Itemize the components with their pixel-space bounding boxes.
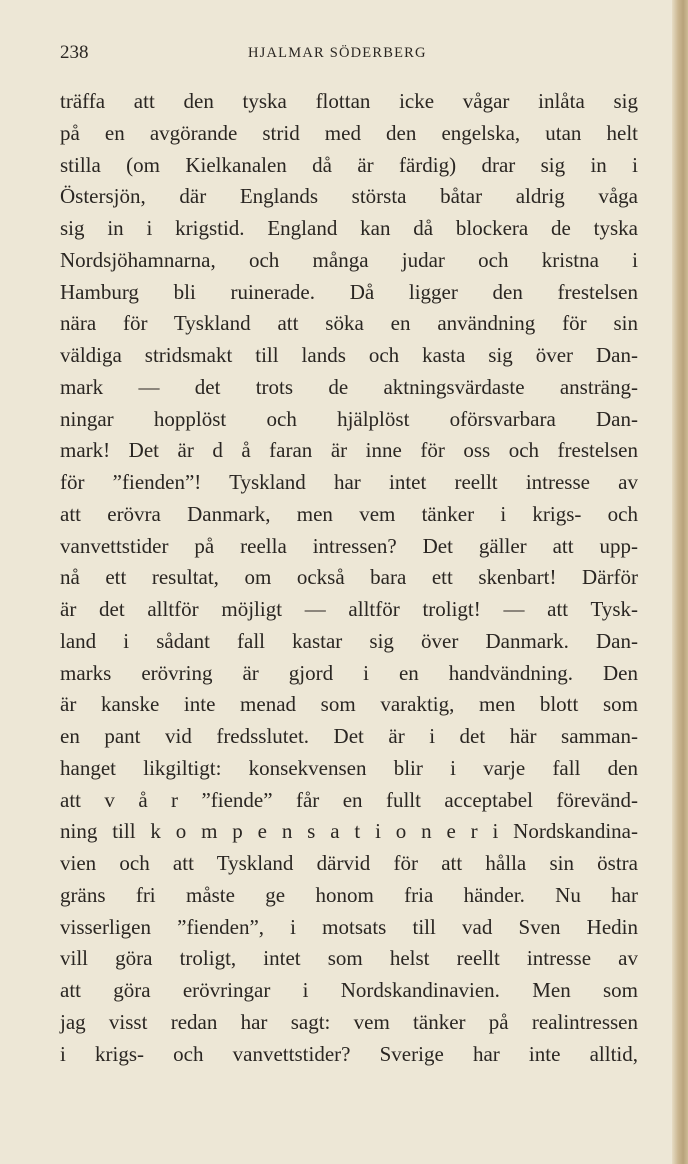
text-line: träffa att den tyska flottan icke vågar inlåta sig bbox=[60, 89, 638, 113]
text-line: i krigs- och vanvettstider? Sverige har inte alltid, bbox=[60, 1041, 638, 1066]
page-header bbox=[60, 42, 640, 66]
text-line: hanget likgiltigt: konsekvensen blir i varje fall den bbox=[60, 755, 638, 780]
text-line: Östersjön, där Englands största båtar aldrig våga bbox=[60, 184, 638, 209]
text-line: för ”fienden”! Tyskland har intet reellt intresse av bbox=[60, 470, 638, 494]
text-line: vanvettstider på reella intressen? Det gäller att upp- bbox=[60, 533, 638, 558]
page-number: 238 bbox=[60, 42, 89, 63]
text-line: är det alltför möjligt — alltför troligt! — att Tysk- bbox=[60, 597, 638, 621]
text-line: vien och att Tyskland därvid för att hålla sin östra bbox=[60, 851, 638, 875]
text-line: stilla (om Kielkanalen då är färdig) drar sig in i bbox=[60, 152, 638, 177]
text-line: sig in i krigstid. England kan då blockera de tyska bbox=[60, 216, 638, 240]
text-line: att göra erövringar i Nordskandinavien. Men som bbox=[60, 978, 638, 1002]
text-line: ning till k o m p e n s a t i o n e r i Nordskandina- bbox=[60, 819, 638, 844]
text-line: gräns fri måste ge honom fria händer. Nu har bbox=[60, 882, 638, 907]
text-line: en pant vid fredsslutet. Det är i det här samman- bbox=[60, 724, 638, 748]
text-line: att v å r ”fiende” får en fullt acceptabel förevänd- bbox=[60, 787, 638, 812]
text-line: jag visst redan har sagt: vem tänker på realintressen bbox=[60, 1009, 638, 1034]
text-line: Nordsjöhamnarna, och många judar och kristna i bbox=[60, 247, 638, 272]
text-line: mark — det trots de aktningsvärdaste ansträng- bbox=[60, 374, 638, 399]
text-line: ningar hopplöst och hjälplöst oförsvarbara Dan- bbox=[60, 406, 638, 431]
text-line: är kanske inte menad som varaktig, men blott som bbox=[60, 692, 638, 717]
text-line: visserligen ”fienden”, i motsats till vad Sven Hedin bbox=[60, 914, 638, 939]
body-text bbox=[60, 86, 638, 1070]
text-line: nära för Tyskland att söka en användning för sin bbox=[60, 311, 638, 336]
text-line: mark! Det är d å faran är inne för oss och frestelsen bbox=[60, 438, 638, 463]
running-title: HJALMAR SÖDERBERG bbox=[248, 45, 427, 61]
text-line: vill göra troligt, intet som helst reellt intresse av bbox=[60, 946, 638, 971]
text-line: marks erövring är gjord i en handvändning. Den bbox=[60, 660, 638, 685]
text-line: på en avgörande strid med den engelska, utan helt bbox=[60, 120, 638, 145]
text-line: nå ett resultat, om också bara ett skenbart! Därför bbox=[60, 565, 638, 590]
page-edge-binding bbox=[672, 0, 688, 1164]
text-line: Hamburg bli ruinerade. Då ligger den frestelsen bbox=[60, 279, 638, 304]
text-line: väldiga stridsmakt till lands och kasta sig över Dan- bbox=[60, 343, 638, 367]
text-line: land i sådant fall kastar sig över Danmark. Dan- bbox=[60, 628, 638, 653]
text-line: att erövra Danmark, men vem tänker i krigs- och bbox=[60, 501, 638, 526]
